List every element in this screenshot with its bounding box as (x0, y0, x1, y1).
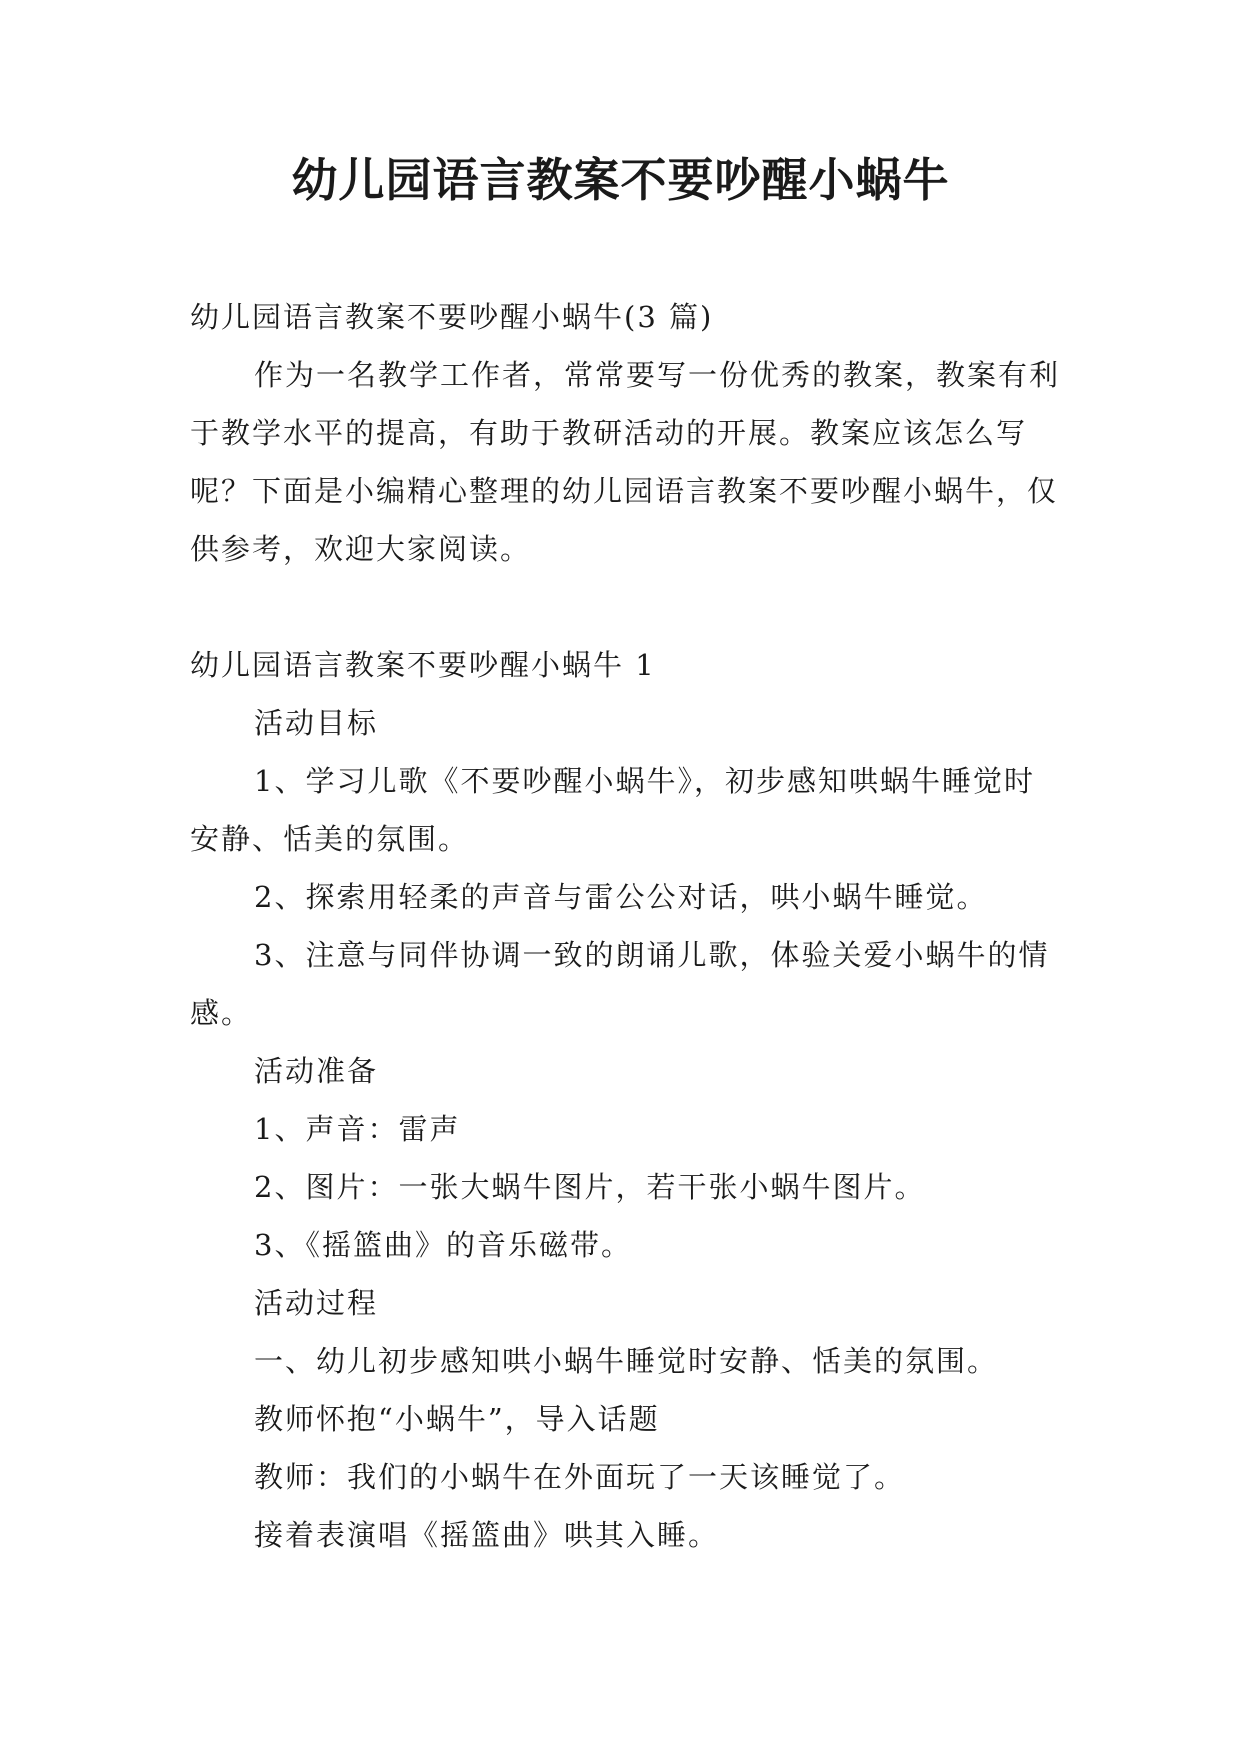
process-item-3: 教师：我们的小蜗牛在外面玩了一天该睡觉了。 (254, 1460, 906, 1494)
goal-item-3: 3、注意与同伴协调一致的朗诵儿歌，体验关爱小蜗牛的情感。 (190, 938, 1050, 1030)
prep-item-2: 2、图片：一张大蜗牛图片，若干张小蜗牛图片。 (254, 1170, 926, 1204)
section-gap (190, 578, 1060, 636)
document-title: 幼儿园语言教案不要吵醒小蜗牛 (291, 153, 950, 207)
process-item-1: 一、幼儿初步感知哄小蜗牛睡觉时安静、恬美的氛围。 (254, 1344, 999, 1378)
goal-item-1: 1、学习儿歌《不要吵醒小蜗牛》，初步感知哄蜗牛睡觉时安静、恬美的氛围。 (190, 764, 1035, 856)
process-item-2: 教师怀抱“小蜗牛”，导入话题 (254, 1402, 660, 1436)
prep-item-3: 3、《摇篮曲》的音乐磁带。 (254, 1228, 632, 1262)
process-item-4: 接着表演唱《摇篮曲》哄其入睡。 (254, 1518, 720, 1552)
intro-heading: 幼儿园语言教案不要吵醒小蜗牛(3 篇) (190, 300, 714, 334)
document-body (190, 288, 1060, 1564)
goals-label: 活动目标 (254, 706, 379, 740)
prep-item-1: 1、声音：雷声 (254, 1112, 461, 1146)
process-label: 活动过程 (254, 1286, 379, 1320)
section-heading: 幼儿园语言教案不要吵醒小蜗牛 1 (190, 648, 656, 682)
prep-label: 活动准备 (254, 1054, 379, 1088)
intro-paragraph: 作为一名教学工作者，常常要写一份优秀的教案，教案有利于教学水平的提高，有助于教研活动的开展。教案应该怎么写呢？下面是小编精心整理的幼儿园语言教案不要吵醒小蜗牛，仅供参考，欢迎大家阅读。 (190, 358, 1061, 566)
goal-item-2: 2、探索用轻柔的声音与雷公公对话，哄小蜗牛睡觉。 (254, 880, 988, 914)
